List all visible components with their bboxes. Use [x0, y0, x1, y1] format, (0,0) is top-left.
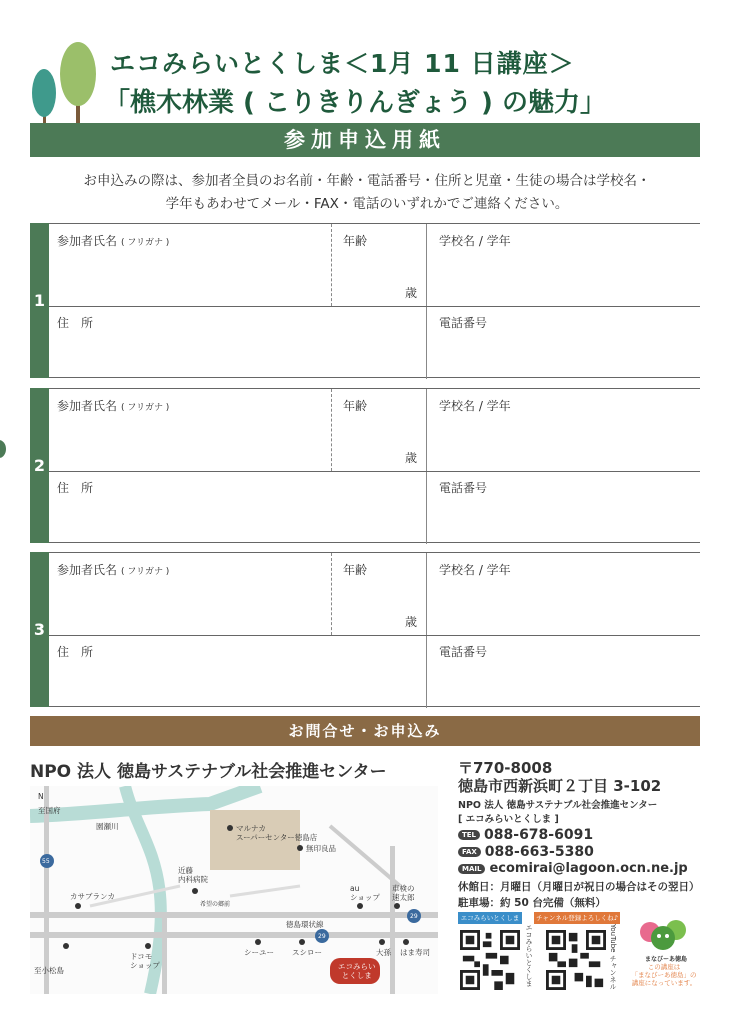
- age-label: 年齢: [343, 563, 368, 577]
- instruction-line: お申込みの際は、参加者全員のお名前・年齢・電話番号・住所と児童・生徒の場合は学校名・: [83, 173, 651, 189]
- qr-vertical-label: YouTube チャンネル: [609, 924, 617, 990]
- mail-row: [458, 861, 688, 876]
- age-label: 年齢: [343, 399, 368, 413]
- manabia-name: まなびーあ徳島: [644, 956, 687, 963]
- qr-label: チャンネル登録よろしくね♪: [534, 912, 620, 924]
- tree-icon: [28, 38, 98, 128]
- hama-label: はま寿司: [400, 948, 430, 957]
- manabia-mascot-icon: [636, 918, 690, 954]
- road-label: 徳島環状線: [286, 920, 324, 929]
- qr-code-icon[interactable]: [546, 930, 606, 990]
- school-field[interactable]: 学校名 / 学年: [439, 399, 511, 413]
- phone-field[interactable]: 電話番号: [439, 481, 488, 495]
- participant-form: [30, 223, 700, 378]
- leaf-decoration: [0, 440, 6, 458]
- north-marker: N: [38, 792, 44, 801]
- org-small-text: NPO 法人 徳島サステナブル社会推進センター: [458, 800, 658, 811]
- tel-icon: TEL: [458, 830, 480, 840]
- au-label: au ショップ: [350, 884, 380, 902]
- sharin-label: 車検の 速太郎: [392, 884, 415, 902]
- direction-label: 至国府: [38, 806, 61, 815]
- clinic-label: 近藤 内科病院: [178, 866, 208, 884]
- form-number: 3: [30, 552, 49, 707]
- bus-stop-label: 希望の郷前: [200, 901, 231, 908]
- qr-code-icon[interactable]: [460, 930, 520, 990]
- instruction-line: 学年もあわせてメール・FAX・電話のいずれかでご連絡ください。: [165, 196, 569, 212]
- age-unit: 歳: [405, 451, 418, 465]
- phone-field[interactable]: 電話番号: [439, 645, 488, 659]
- postal-code: 〒770-8008: [458, 759, 553, 777]
- komatsushima-label: 至小松島: [34, 966, 64, 975]
- route-badge: 55: [42, 858, 50, 865]
- closed-days: 休館日：月曜日（月曜日が祝日の場合はその翌日）: [458, 881, 700, 893]
- address-text: 徳島市西新浜町２丁目 3-102: [458, 777, 662, 795]
- fax-number: 088-663-5380: [484, 844, 594, 860]
- docomo-label: ドコモ ショップ: [130, 952, 160, 970]
- form-number: 2: [30, 388, 49, 543]
- form-title-band: 参加申込用紙: [30, 123, 700, 157]
- eco-location-label: エコみらい とくしま: [338, 962, 376, 980]
- page-title: エコみらいとくしま＜1月 11 日講座＞: [110, 49, 575, 78]
- participant-form: [30, 552, 700, 707]
- tel-row: [458, 827, 593, 843]
- school-field[interactable]: 学校名 / 学年: [439, 234, 511, 248]
- qr-label: エコみらいとくしま: [458, 912, 522, 924]
- alias-text: [ エコみらいとくしま ]: [458, 814, 559, 825]
- name-field[interactable]: 参加者氏名 ( フリガナ ): [57, 234, 170, 248]
- form-number: 1: [30, 223, 49, 378]
- route-badge: 29: [318, 933, 326, 940]
- participant-form: [30, 388, 700, 543]
- address-field[interactable]: 住 所: [57, 316, 94, 330]
- mail-address[interactable]: ecomirai@lagoon.ocn.ne.jp: [489, 861, 688, 876]
- name-field[interactable]: 参加者氏名 ( フリガナ ): [57, 399, 170, 413]
- address-field[interactable]: 住 所: [57, 481, 94, 495]
- name-field[interactable]: 参加者氏名 ( フリガナ ): [57, 563, 170, 577]
- instruction-text: [42, 170, 692, 216]
- organization-name: NPO 法人 徳島サステナブル社会推進センター: [30, 762, 387, 782]
- school-field[interactable]: 学校名 / 学年: [439, 563, 511, 577]
- mail-icon: MAIL: [458, 864, 485, 874]
- fax-row: [458, 844, 594, 860]
- parking-info: 駐車場：約 50 台完備（無料）: [458, 897, 606, 909]
- age-label: 年齢: [343, 234, 368, 248]
- cu-label: シーユー: [244, 948, 274, 957]
- river-label: 園瀬川: [96, 822, 119, 831]
- otsuka-label: 大孫: [376, 948, 391, 957]
- manabia-note: この講座は 「まなびーあ徳島」の 講座になっています。: [631, 963, 697, 987]
- phone-field[interactable]: 電話番号: [439, 316, 488, 330]
- age-unit: 歳: [405, 615, 418, 629]
- page-subtitle: 「樵木林業 ( こりきりんぎょう ) の魅力」: [104, 88, 606, 118]
- qr-vertical-label: エコみらいとくしま: [525, 924, 533, 987]
- age-unit: 歳: [405, 286, 418, 300]
- casablanca-label: カサブランカ: [70, 892, 115, 901]
- route-badge: 29: [410, 913, 418, 920]
- marunaka-label: マルナカ スーパーセンター徳島店: [236, 824, 318, 842]
- tel-number: 088-678-6091: [484, 827, 594, 843]
- sushiro-label: スシロー: [292, 948, 322, 957]
- fax-icon: FAX: [458, 847, 481, 857]
- address-field[interactable]: 住 所: [57, 645, 94, 659]
- contact-bar: お問合せ・お申込み: [30, 716, 700, 746]
- muji-label: 無印良品: [306, 844, 336, 853]
- access-map: [30, 786, 438, 994]
